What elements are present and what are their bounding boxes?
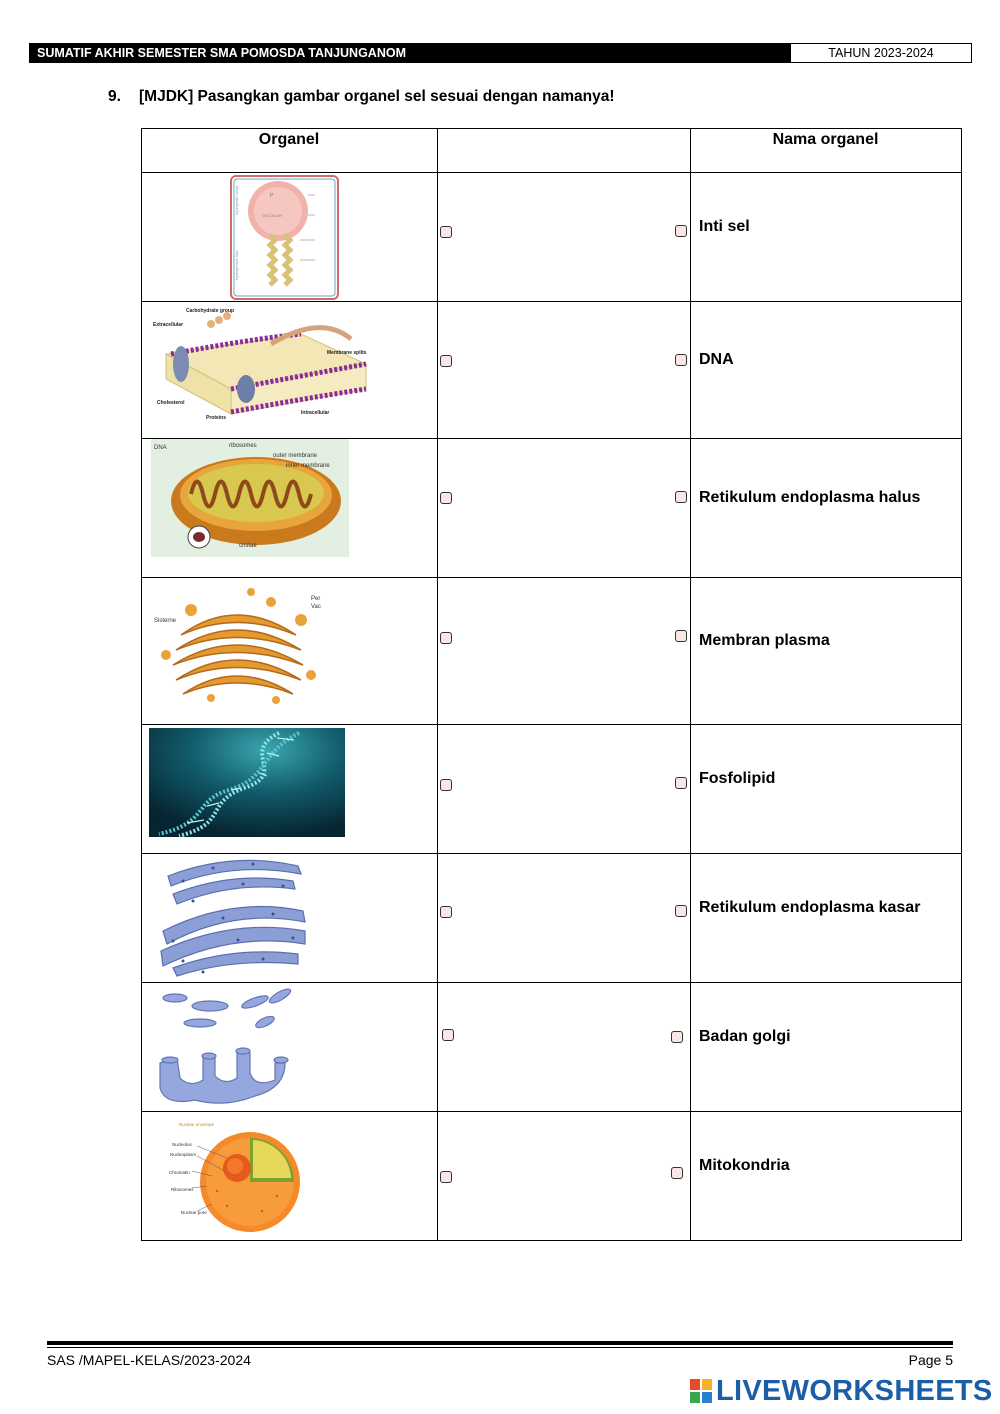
svg-text:DNA: DNA [154,445,167,451]
svg-text:cristae: cristae [239,543,257,549]
footer-code: SAS /MAPEL-KELAS/2023-2024 [47,1352,251,1368]
footer-divider-thin [47,1347,953,1348]
svg-text:Proteins: Proteins [206,415,227,421]
svg-text:Nucleolus: Nucleolus [172,1142,192,1147]
left-match-box-2[interactable] [440,355,452,367]
svg-text:Sisterne: Sisterne [154,618,177,624]
rough-er-icon [153,856,313,978]
svg-text:Nuclear envelope: Nuclear envelope [179,1122,215,1127]
right-match-box-1[interactable] [675,225,687,237]
brand-text: LIVEWORKSHEETS [716,1375,993,1407]
svg-text:Extracellular: Extracellular [153,322,184,328]
question-number: 9. [108,88,121,105]
right-match-box-6[interactable] [675,905,687,917]
question-text: [MJDK] Pasangkan gambar organel sel sesuai dengan namanya! [139,88,615,105]
left-match-box-6[interactable] [440,906,452,918]
right-match-box-8[interactable] [671,1167,683,1179]
svg-text:P: P [270,193,274,199]
column-header-name: Nama organel [772,131,879,148]
organelle-name-5: Fosfolipid [699,770,776,787]
organelle-name-3: Retikulum endoplasma halus [699,489,921,506]
page-number: Page 5 [908,1352,953,1368]
organelle-name-6: Retikulum endoplasma kasar [699,899,921,916]
organelle-name-8: Mitokondria [699,1157,790,1174]
golgi-body-icon [151,580,321,705]
phospholipid-structure-icon [230,175,340,300]
left-match-box-7[interactable] [442,1029,454,1041]
svg-text:Vac: Vac [311,604,321,610]
left-match-box-5[interactable] [440,779,452,791]
organelle-name-4: Membran plasma [699,632,830,649]
smooth-er-icon [155,988,300,1113]
svg-text:Nuclear pore: Nuclear pore [181,1210,207,1215]
svg-text:Ribosomes: Ribosomes [171,1187,194,1192]
left-match-box-1[interactable] [440,226,452,238]
svg-text:Cholesterol: Cholesterol [157,400,185,406]
page-header [29,43,972,63]
right-match-box-2[interactable] [675,354,687,366]
organelle-name-7: Badan golgi [699,1028,791,1045]
organelle-name-2: DNA [699,351,734,368]
svg-text:Carbohydrate group: Carbohydrate group [186,308,235,314]
left-match-box-8[interactable] [440,1171,452,1183]
mitochondria-icon [151,439,349,557]
organelle-name-1: Inti sel [699,218,750,235]
liveworksheets-grid-icon [690,1379,712,1403]
svg-text:inner membrane: inner membrane [286,463,330,469]
cell-membrane-icon [151,304,371,426]
svg-text:Membrane splits: Membrane splits [327,350,367,356]
right-match-box-3[interactable] [675,491,687,503]
svg-text:outer membrane: outer membrane [273,453,318,459]
svg-text:Per: Per [311,596,321,602]
right-match-box-5[interactable] [675,777,687,789]
nucleus-icon [167,1116,302,1241]
left-match-box-4[interactable] [440,632,452,644]
liveworksheets-logo [690,1374,993,1408]
left-match-box-3[interactable] [440,492,452,504]
dna-helix-icon [149,728,345,837]
column-header-organel: Organel [258,131,320,148]
svg-text:Nucleoplasm: Nucleoplasm [170,1152,197,1157]
svg-text:CH-CH-CH: CH-CH-CH [262,213,282,218]
right-match-box-4[interactable] [675,630,687,642]
svg-text:Chromatin: Chromatin [169,1170,190,1175]
question [108,88,614,106]
svg-text:hydrophilic head: hydrophilic head [234,185,239,215]
right-match-box-7[interactable] [671,1031,683,1043]
footer-divider [47,1341,953,1345]
matching-table [141,128,962,1241]
svg-text:ribosomes: ribosomes [229,443,257,449]
svg-text:hydrophobic tails: hydrophobic tails [234,249,239,280]
header-year: TAHUN 2023-2024 [790,43,972,63]
svg-text:Intracellular: Intracellular [301,410,330,416]
header-title: SUMATIF AKHIR SEMESTER SMA POMOSDA TANJUNGANOM [29,43,790,63]
